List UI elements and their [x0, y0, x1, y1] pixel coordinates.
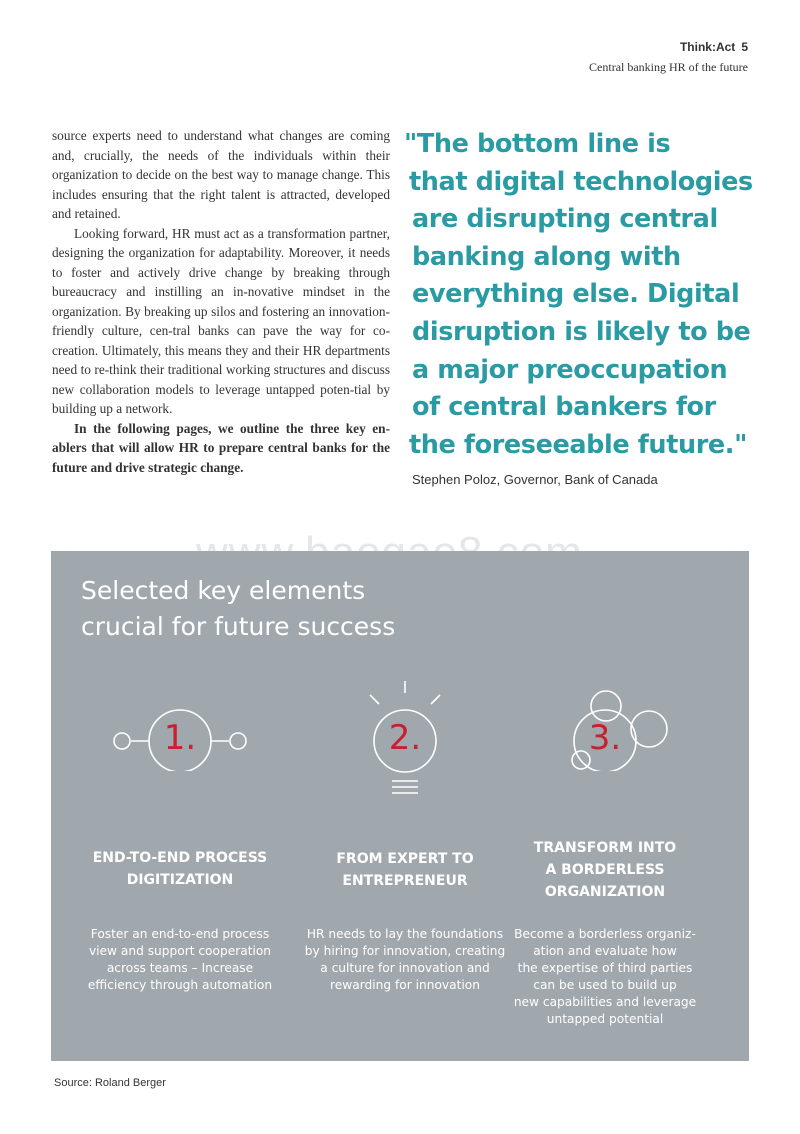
- body-paragraph-2: Looking forward, HR must act as a transformation partner, designing the organization for adaptability. Moreover, it needs to foster and actively drive change by breaking through bureaucracy and instilling an in-novative mindset in the organization. By breaking up silos and fostering an innovation-friendly culture, cen-tral banks can pave the way for co-creation. Ultimately, this means they and their HR departments need to re-think their traditional working structures and discuss new collaboration models to leverage untapped poten-tial by building up a network.: [52, 225, 390, 416]
- header-brand-line: [589, 40, 748, 54]
- item-description-line: can be used to build up: [533, 978, 677, 992]
- quote-line: disruption is likely to be: [412, 316, 751, 347]
- key-element-1: [69, 671, 291, 992]
- item-description-line: Become a borderless organiz-: [514, 927, 696, 941]
- item-heading-line: TRANSFORM INTO: [533, 840, 677, 856]
- item-description-line: new capabilities and leverage: [513, 995, 697, 1009]
- body-paragraph-1: source experts need to understand what changes are coming and, crucially, the needs of the individuals within their organization to decide on the best way to manage change. This includes ensuring that the right talent is attracted, developed and retained.: [52, 128, 390, 221]
- quote-line: banking along with: [412, 241, 681, 272]
- item-heading: [294, 848, 516, 892]
- item-description: [69, 926, 291, 994]
- item-description-line: a culture for innovation and: [320, 961, 490, 975]
- key-element-2: [294, 671, 516, 992]
- page-number: 5: [741, 40, 748, 54]
- quote-text: [404, 126, 753, 464]
- bubbles-icon: [509, 671, 731, 771]
- item-heading-line: DIGITIZATION: [126, 872, 234, 888]
- panel-title-line: Selected key elements: [81, 576, 366, 605]
- item-description: [494, 926, 716, 1028]
- pull-quote: [404, 126, 753, 488]
- item-heading-line: A BORDERLESS: [545, 862, 665, 878]
- item-number: 3.: [588, 718, 622, 758]
- key-elements-panel: [51, 551, 749, 1061]
- lightbulb-icon: [294, 671, 516, 801]
- item-description-line: HR needs to lay the foundations: [306, 927, 504, 941]
- item-number: 1.: [163, 718, 197, 758]
- source-note: Source: Roland Berger: [54, 1077, 166, 1089]
- process-circle-icon: [69, 671, 291, 771]
- item-description-line: efficiency through automation: [87, 978, 273, 992]
- quote-line: everything else. Digital: [412, 279, 740, 310]
- item-description-line: rewarding for innovation: [330, 978, 480, 992]
- quote-author: Stephen Poloz, Governor, Bank of Canada: [412, 472, 658, 488]
- quote-line: "The bottom line is: [404, 129, 671, 159]
- item-description: [294, 926, 516, 994]
- item-heading-line: END-TO-END PROCESS: [92, 850, 268, 866]
- key-element-3: [509, 671, 731, 1026]
- page-header: [589, 40, 748, 75]
- quote-line: of central bankers for: [412, 392, 716, 423]
- item-heading-line: ORGANIZATION: [544, 884, 666, 900]
- item-number: 2.: [388, 718, 422, 758]
- item-description-line: view and support cooperation: [88, 944, 272, 958]
- item-heading-line: ENTREPRENEUR: [342, 873, 468, 889]
- header-subtitle: Central banking HR of the future: [589, 60, 748, 74]
- item-description-line: the expertise of third parties: [517, 961, 693, 975]
- quote-line: are disrupting central: [412, 204, 718, 235]
- item-heading-line: FROM EXPERT TO: [336, 851, 474, 867]
- item-description-line: across teams – Increase: [106, 961, 254, 975]
- body-text: [52, 126, 390, 477]
- item-heading: [494, 837, 716, 903]
- item-description-line: by hiring for innovation, creating: [304, 944, 506, 958]
- body-paragraph-3: In the following pages, we outline the three key en-ablers that will allow HR to prepare central banks for the future and drive strategic change.: [52, 420, 390, 475]
- panel-title-line: crucial for future success: [81, 612, 396, 641]
- quote-line: that digital technologies: [409, 166, 753, 197]
- quote-line: the foreseeable future.": [409, 429, 747, 460]
- item-description-line: untapped potential: [546, 1012, 664, 1026]
- quote-line: a major preoccupation: [412, 354, 728, 385]
- panel-title: [81, 573, 395, 645]
- item-description-line: ation and evaluate how: [533, 944, 677, 958]
- brand-name: Think:Act: [679, 40, 736, 54]
- item-heading: [69, 847, 291, 891]
- item-description-line: Foster an end-to-end process: [90, 927, 270, 941]
